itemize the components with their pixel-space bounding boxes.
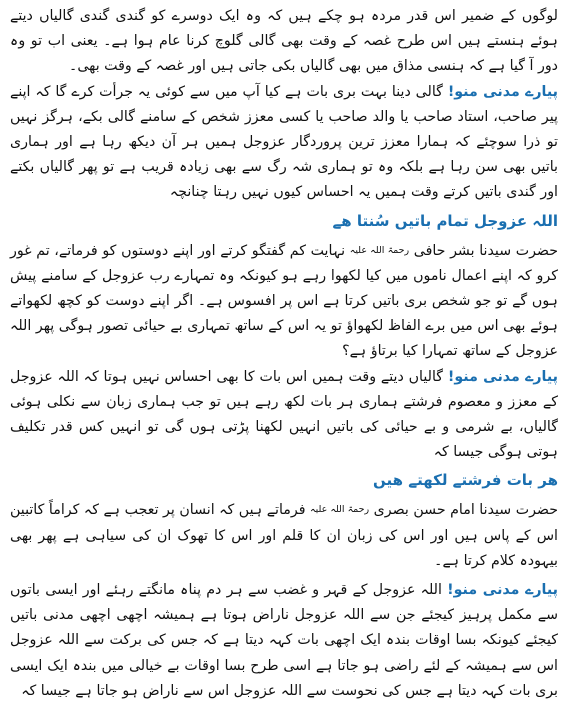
honorific: رحمۃ اللہ علیہ bbox=[310, 504, 370, 516]
paragraph-intro: لوگوں کے ضمیر اس قدر مردہ ہو چکے ہیں کہ وہ ایک دوسرے کو گندی گندی گالیاں دیتے ہوئے ہنستے ہیں اس طرح غصہ کے وقت بھی گالی گلوچ کرنا عام ہوا ہے۔ یعنی اب تو وہ دور آ گیا ہے کہ ہنسی مذاق میں بھی گالیاں بکی جاتی ہیں اور غصہ کے وقت بھی۔ bbox=[10, 8, 558, 75]
address-lead: پیارے مدنی منو! bbox=[447, 368, 558, 385]
paragraph-text: گالیاں دیتے وقت ہمیں اس بات کا بھی احساس نہیں ہوتا کہ اللہ عزوجل کے معزز و معصوم فرشتے ہماری ہر بات لکھ رہے ہیں تو جب ہماری زبان سے نکلی ہوئی گالیاں، بے شرمی و بے حیائی کی باتیں انہیں لکھنا پڑتی ہوں گی تو انہیں کس قدر تکلیف ہوتی ہوگی جیسا کہ bbox=[10, 368, 558, 461]
paragraph-text: نہایت کم گفتگو کرتے اور اپنے دوستوں کو فرماتے، تم غور کرو کہ اپنے اعمال ناموں میں کیا لکھوا رہے ہو کیونکہ وہ تمہارے رب عزوجل کے سامنے پیش ہوں گے تو جو شخص بری باتیں کرتا ہے اس پر افسوس ہے۔ اگر اپنے دوست کو کچھ لکھواتے ہوئے بھی اس میں برے الفاظ لکھواؤ تو یہ اس کے ساتھ تمہاری بے حیائی تصور ہوگی پھر اللہ عزوجل کے ساتھ تمہارا کیا برتاؤ ہے؟ bbox=[10, 242, 558, 360]
address-lead: پیارے مدنی منو! bbox=[447, 582, 558, 599]
address-lead: پیارے مدنی منو! bbox=[447, 83, 558, 100]
paragraph-text: فرماتے ہیں کہ انسان پر تعجب ہے کہ کراماً کاتبین اس کے پاس ہیں اور اس کی زبان ان کا قلم اور اس کا تھوک ان کی سیاہی ہے پھر بھی بیہودہ کلام کرتا ہے۔ bbox=[10, 502, 558, 569]
paragraph-hasan-basri bbox=[10, 497, 558, 574]
honorific: رحمۃ اللہ علیہ bbox=[349, 244, 410, 256]
paragraph-text: اللہ عزوجل کے قہر و غضب سے ہر دم پناہ مانگتے رہئے اور ایسی باتوں سے مکمل پرہیز کیجئے جن سے اللہ عزوجل ناراض ہوتا ہے ہمیشہ اچھی اچھی مدنی باتیں کیجئے کیونکہ بسا اوقات بندہ ایک اچھی بات کہہ دیتا ہے کہ جس کی برکت سے اللہ عزوجل اس سے ہمیشہ کے لئے راضی ہو جاتا ہے اسی طرح بسا اوقات بے خیالی میں بندہ ایک ایسی بری بات کہہ دیتا ہے جس کی نحوست سے اللہ عزوجل اس سے ناراض ہو جاتا ہے جیسا کہ bbox=[10, 582, 558, 699]
section-heading-angels-record: ھر بات فرشتے لکھتے ھیں bbox=[373, 471, 558, 490]
paragraph-angels-write bbox=[10, 365, 558, 466]
paragraph-text: گالی دینا بہت بری بات ہے کیا آپ میں سے کوئی یہ جرأت کرے گا کہ اپنے پیر صاحب، استاد صاحب یا والد صاحب یا کسی معزز شخص کے سامنے گالی بکے، ہرگز نہیں تو ذرا سوچئے کہ ہمارا معزز ترین پروردگار عزوجل ہمیں ہر آن دیکھ رہا ہے اور ہماری باتیں بھی سن رہا ہے بلکہ وہ تو ہماری شہ رگ سے بھی زیادہ قریب ہے تو پھر گالیاں بکتے اور گندی باتیں کرتے وقت ہمیں یہ احساس کیوں نہیں رہتا چنانچہ bbox=[10, 83, 558, 201]
paragraph-good-words bbox=[10, 578, 558, 704]
section-heading-allah-hears: اللہ عزوجل تمام باتیں سُنتا ھے bbox=[332, 211, 558, 230]
paragraph-text: حضرت سیدنا امام حسن بصری bbox=[369, 502, 558, 519]
paragraph-abuse-warning bbox=[10, 80, 558, 206]
paragraph-text: حضرت سیدنا بشر حافی bbox=[409, 242, 558, 259]
paragraph-bishr-hafi bbox=[10, 238, 558, 365]
